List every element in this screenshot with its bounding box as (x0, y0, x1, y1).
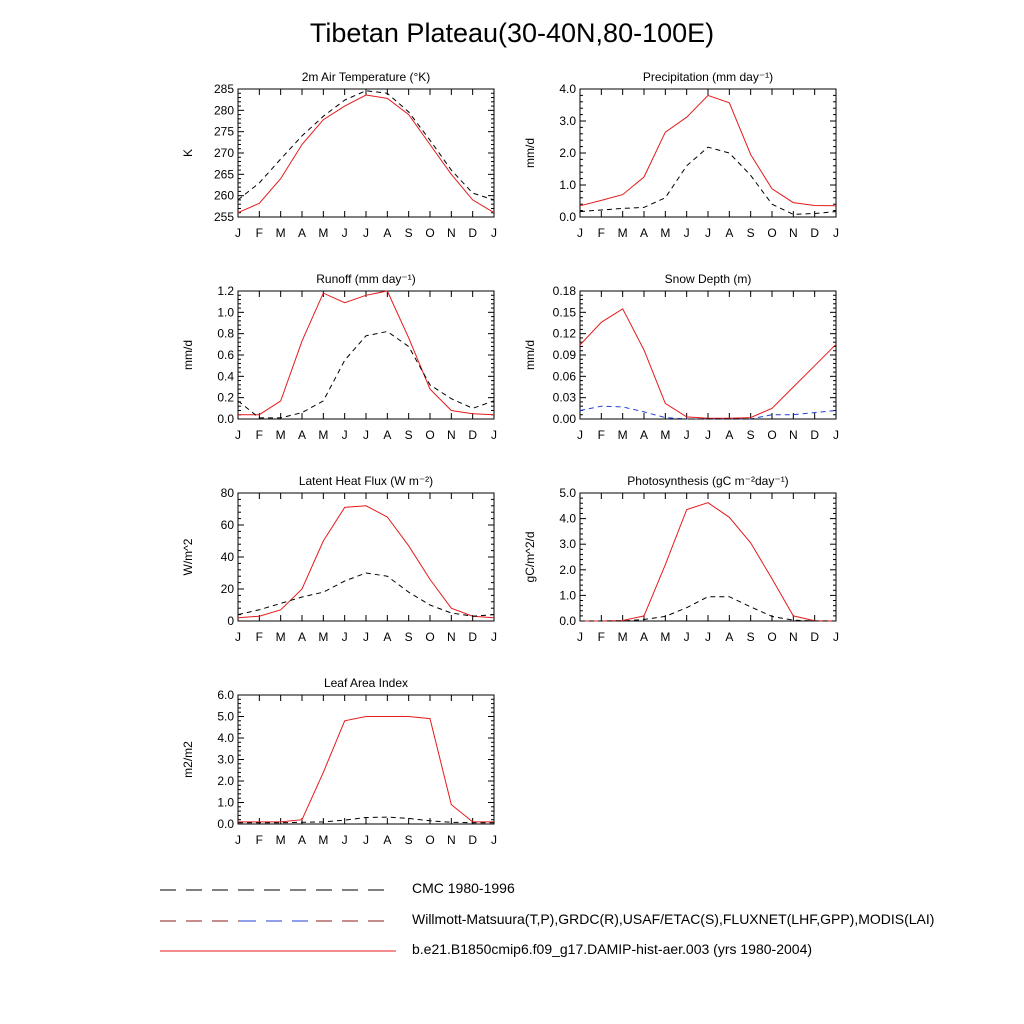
plot-frame (238, 493, 494, 621)
x-tick-label: N (446, 226, 456, 240)
y-tick-label: 2.0 (217, 774, 234, 788)
x-tick-label: J (341, 226, 348, 240)
x-tick-label: J (683, 428, 690, 442)
x-tick-label: A (383, 833, 392, 847)
y-tick-label: 0.15 (552, 305, 576, 320)
legend-line-model (160, 941, 400, 961)
x-tick-label: J (491, 226, 497, 240)
series-line-obs (238, 332, 494, 418)
x-tick-label: M (660, 630, 671, 644)
x-tick-label: N (788, 226, 798, 240)
y-tick-label: 2.0 (559, 562, 576, 577)
y-tick-label: 1.0 (217, 305, 234, 320)
x-tick-label: A (725, 630, 734, 644)
x-tick-label: J (705, 226, 711, 240)
y-tick-label: 6.0 (217, 688, 234, 702)
x-tick-label: M (318, 630, 329, 644)
x-tick-label: D (810, 226, 820, 240)
y-tick-label: 5.0 (559, 486, 576, 500)
x-tick-label: M (617, 630, 628, 644)
x-tick-label: O (767, 226, 777, 240)
x-tick-label: J (683, 630, 690, 644)
legend-label-model: b.e21.B1850cmip6.f09_g17.DAMIP-hist-aer.003 (yrs 1980-2004) (412, 941, 813, 957)
x-tick-label: A (297, 226, 307, 240)
x-tick-label: M (318, 833, 329, 847)
series-line-model (580, 95, 836, 205)
x-tick-label: J (363, 630, 369, 644)
y-tick-label: 0.18 (552, 284, 576, 298)
y-tick-label: 0.03 (552, 390, 576, 405)
y-tick-label: 0.12 (552, 326, 576, 341)
y-tick-label: 4.0 (217, 731, 234, 745)
x-tick-label: J (577, 428, 583, 442)
x-tick-label: A (297, 630, 307, 644)
x-tick-label: S (746, 428, 755, 442)
x-tick-label: J (363, 226, 369, 240)
panel-title: 2m Air Temperature (°K) (301, 70, 431, 84)
x-tick-label: J (683, 226, 690, 240)
panel-title: Snow Depth (m) (664, 272, 752, 286)
legend-item-cmc (160, 880, 980, 900)
legend-item-model (160, 941, 980, 961)
x-tick-label: J (705, 428, 711, 442)
y-tick-label: 1.0 (217, 795, 234, 810)
x-tick-label: A (639, 630, 649, 644)
x-tick-label: M (275, 428, 286, 442)
plot-frame (580, 493, 836, 621)
y-tick-label: 20 (220, 582, 234, 596)
x-tick-label: A (725, 226, 734, 240)
y-tick-label: 0 (227, 614, 234, 628)
y-tick-label: 0.00 (552, 412, 576, 426)
x-tick-label: J (363, 833, 369, 847)
x-tick-label: M (275, 630, 286, 644)
x-tick-label: M (660, 428, 671, 442)
panel-3 (181, 272, 497, 442)
series-line-obs (580, 147, 836, 214)
x-tick-label: J (491, 630, 497, 644)
legend-line-cmc (160, 880, 400, 900)
x-tick-label: D (810, 428, 820, 442)
x-tick-label: J (705, 630, 711, 644)
y-tick-label: 2.0 (559, 146, 576, 160)
legend-label-obs: Willmott-Matsuura(T,P),GRDC(R),USAF/ETAC(S),FLUXNET(LHF,GPP),MODIS(LAI) (412, 911, 935, 927)
x-tick-label: S (404, 833, 413, 847)
panel-title: Photosynthesis (gC m⁻²day⁻¹) (627, 474, 789, 488)
x-tick-label: A (297, 428, 307, 442)
x-tick-label: M (617, 226, 628, 240)
y-axis-label: mm/d (523, 340, 537, 370)
x-tick-label: J (577, 226, 583, 240)
x-tick-label: D (468, 226, 478, 240)
y-tick-label: 265 (213, 167, 234, 182)
y-tick-label: 3.0 (559, 537, 576, 552)
x-tick-label: J (577, 630, 583, 644)
x-tick-label: J (833, 630, 839, 644)
x-tick-label: S (404, 630, 413, 644)
x-tick-label: F (255, 630, 264, 644)
x-tick-label: F (255, 833, 264, 847)
x-tick-label: A (725, 428, 734, 442)
panel-4 (523, 272, 839, 442)
x-tick-label: O (425, 833, 435, 847)
series-line-model (238, 95, 494, 213)
x-tick-label: J (341, 428, 348, 442)
plot-frame (238, 89, 494, 217)
x-tick-label: F (255, 226, 264, 240)
x-tick-label: A (639, 428, 649, 442)
y-tick-label: 3.0 (217, 752, 234, 767)
x-tick-label: O (425, 226, 435, 240)
x-tick-label: D (468, 428, 478, 442)
panel-title: Leaf Area Index (323, 676, 409, 690)
x-tick-label: M (275, 226, 286, 240)
x-tick-label: S (404, 226, 413, 240)
panel-title: Precipitation (mm day⁻¹) (642, 70, 774, 84)
y-tick-label: 260 (213, 188, 234, 203)
y-tick-label: 270 (213, 146, 234, 160)
legend-item-obs (160, 911, 980, 931)
y-tick-label: 60 (220, 518, 234, 532)
y-tick-label: 280 (213, 103, 234, 118)
x-tick-label: A (383, 226, 392, 240)
y-tick-label: 1.0 (559, 178, 576, 192)
x-tick-label: F (255, 428, 264, 442)
series-line-model (238, 291, 494, 415)
x-tick-label: O (767, 630, 777, 644)
x-tick-label: N (446, 428, 456, 442)
x-tick-label: J (491, 428, 497, 442)
y-tick-label: 0.0 (217, 412, 234, 426)
x-tick-label: A (297, 833, 307, 847)
y-tick-label: 0.0 (559, 210, 576, 224)
x-tick-label: D (468, 833, 478, 847)
series-line-model (580, 503, 836, 621)
y-axis-label: mm/d (523, 138, 537, 168)
y-tick-label: 0.6 (217, 348, 234, 362)
y-axis-label: m2/m2 (181, 741, 195, 778)
y-tick-label: 80 (220, 486, 234, 500)
panel-6 (523, 474, 839, 644)
x-tick-label: J (341, 630, 348, 644)
x-tick-label: M (318, 226, 329, 240)
x-tick-label: J (491, 833, 497, 847)
x-tick-label: J (235, 226, 241, 240)
legend-label-cmc: CMC 1980-1996 (412, 880, 515, 896)
x-tick-label: A (639, 226, 649, 240)
x-tick-label: J (833, 428, 839, 442)
y-axis-label: mm/d (181, 340, 195, 370)
y-tick-label: 5.0 (217, 709, 234, 724)
panel-7 (181, 676, 497, 847)
plot-frame (238, 291, 494, 419)
x-tick-label: J (235, 833, 241, 847)
x-tick-label: N (788, 630, 798, 644)
x-tick-label: F (597, 630, 606, 644)
y-tick-label: 0.4 (217, 369, 234, 384)
y-axis-label: W/m^2 (181, 538, 195, 576)
x-tick-label: F (597, 428, 606, 442)
y-tick-label: 0.06 (552, 369, 576, 384)
x-tick-label: S (404, 428, 413, 442)
x-tick-label: D (468, 630, 478, 644)
x-tick-label: M (275, 833, 286, 847)
y-tick-label: 0.0 (217, 817, 234, 831)
y-tick-label: 0.09 (552, 348, 576, 362)
series-line-model (238, 506, 494, 618)
x-tick-label: N (446, 833, 456, 847)
figure-title: Tibetan Plateau(30-40N,80-100E) (309, 18, 715, 48)
y-tick-label: 0.0 (559, 614, 576, 628)
x-tick-label: S (746, 630, 755, 644)
y-tick-label: 4.0 (559, 82, 576, 96)
y-tick-label: 1.0 (559, 588, 576, 603)
x-tick-label: J (341, 833, 348, 847)
y-axis-label: gC/m^2/d (523, 531, 537, 583)
x-tick-label: N (788, 428, 798, 442)
y-tick-label: 0.2 (217, 390, 234, 405)
x-tick-label: D (810, 630, 820, 644)
panel-title: Runoff (mm day⁻¹) (316, 272, 416, 286)
y-tick-label: 0.8 (217, 326, 234, 341)
plot-frame (580, 89, 836, 217)
legend-line-obs (160, 911, 400, 931)
y-tick-label: 285 (213, 82, 234, 96)
series-line-model (580, 309, 836, 419)
x-tick-label: A (383, 630, 392, 644)
y-tick-label: 275 (213, 124, 234, 139)
x-tick-label: A (383, 428, 392, 442)
series-line-model (238, 717, 494, 822)
x-tick-label: M (318, 428, 329, 442)
x-tick-label: S (746, 226, 755, 240)
y-tick-label: 40 (220, 550, 234, 564)
x-tick-label: M (617, 428, 628, 442)
x-tick-label: O (767, 428, 777, 442)
panel-title: Latent Heat Flux (W m⁻²) (298, 474, 434, 488)
y-tick-label: 255 (213, 210, 234, 224)
x-tick-label: J (235, 630, 241, 644)
x-tick-label: O (425, 630, 435, 644)
x-tick-label: J (235, 428, 241, 442)
x-tick-label: J (833, 226, 839, 240)
x-tick-label: O (425, 428, 435, 442)
panel-1 (181, 70, 497, 240)
x-tick-label: N (446, 630, 456, 644)
x-tick-label: M (660, 226, 671, 240)
panel-2 (523, 70, 839, 240)
y-tick-label: 4.0 (559, 511, 576, 526)
plot-frame (238, 695, 494, 824)
panel-5 (181, 474, 497, 644)
y-axis-label: K (181, 148, 195, 158)
x-tick-label: J (363, 428, 369, 442)
plot-frame (580, 291, 836, 419)
y-tick-label: 3.0 (559, 114, 576, 128)
y-tick-label: 1.2 (217, 284, 234, 298)
x-tick-label: F (597, 226, 606, 240)
